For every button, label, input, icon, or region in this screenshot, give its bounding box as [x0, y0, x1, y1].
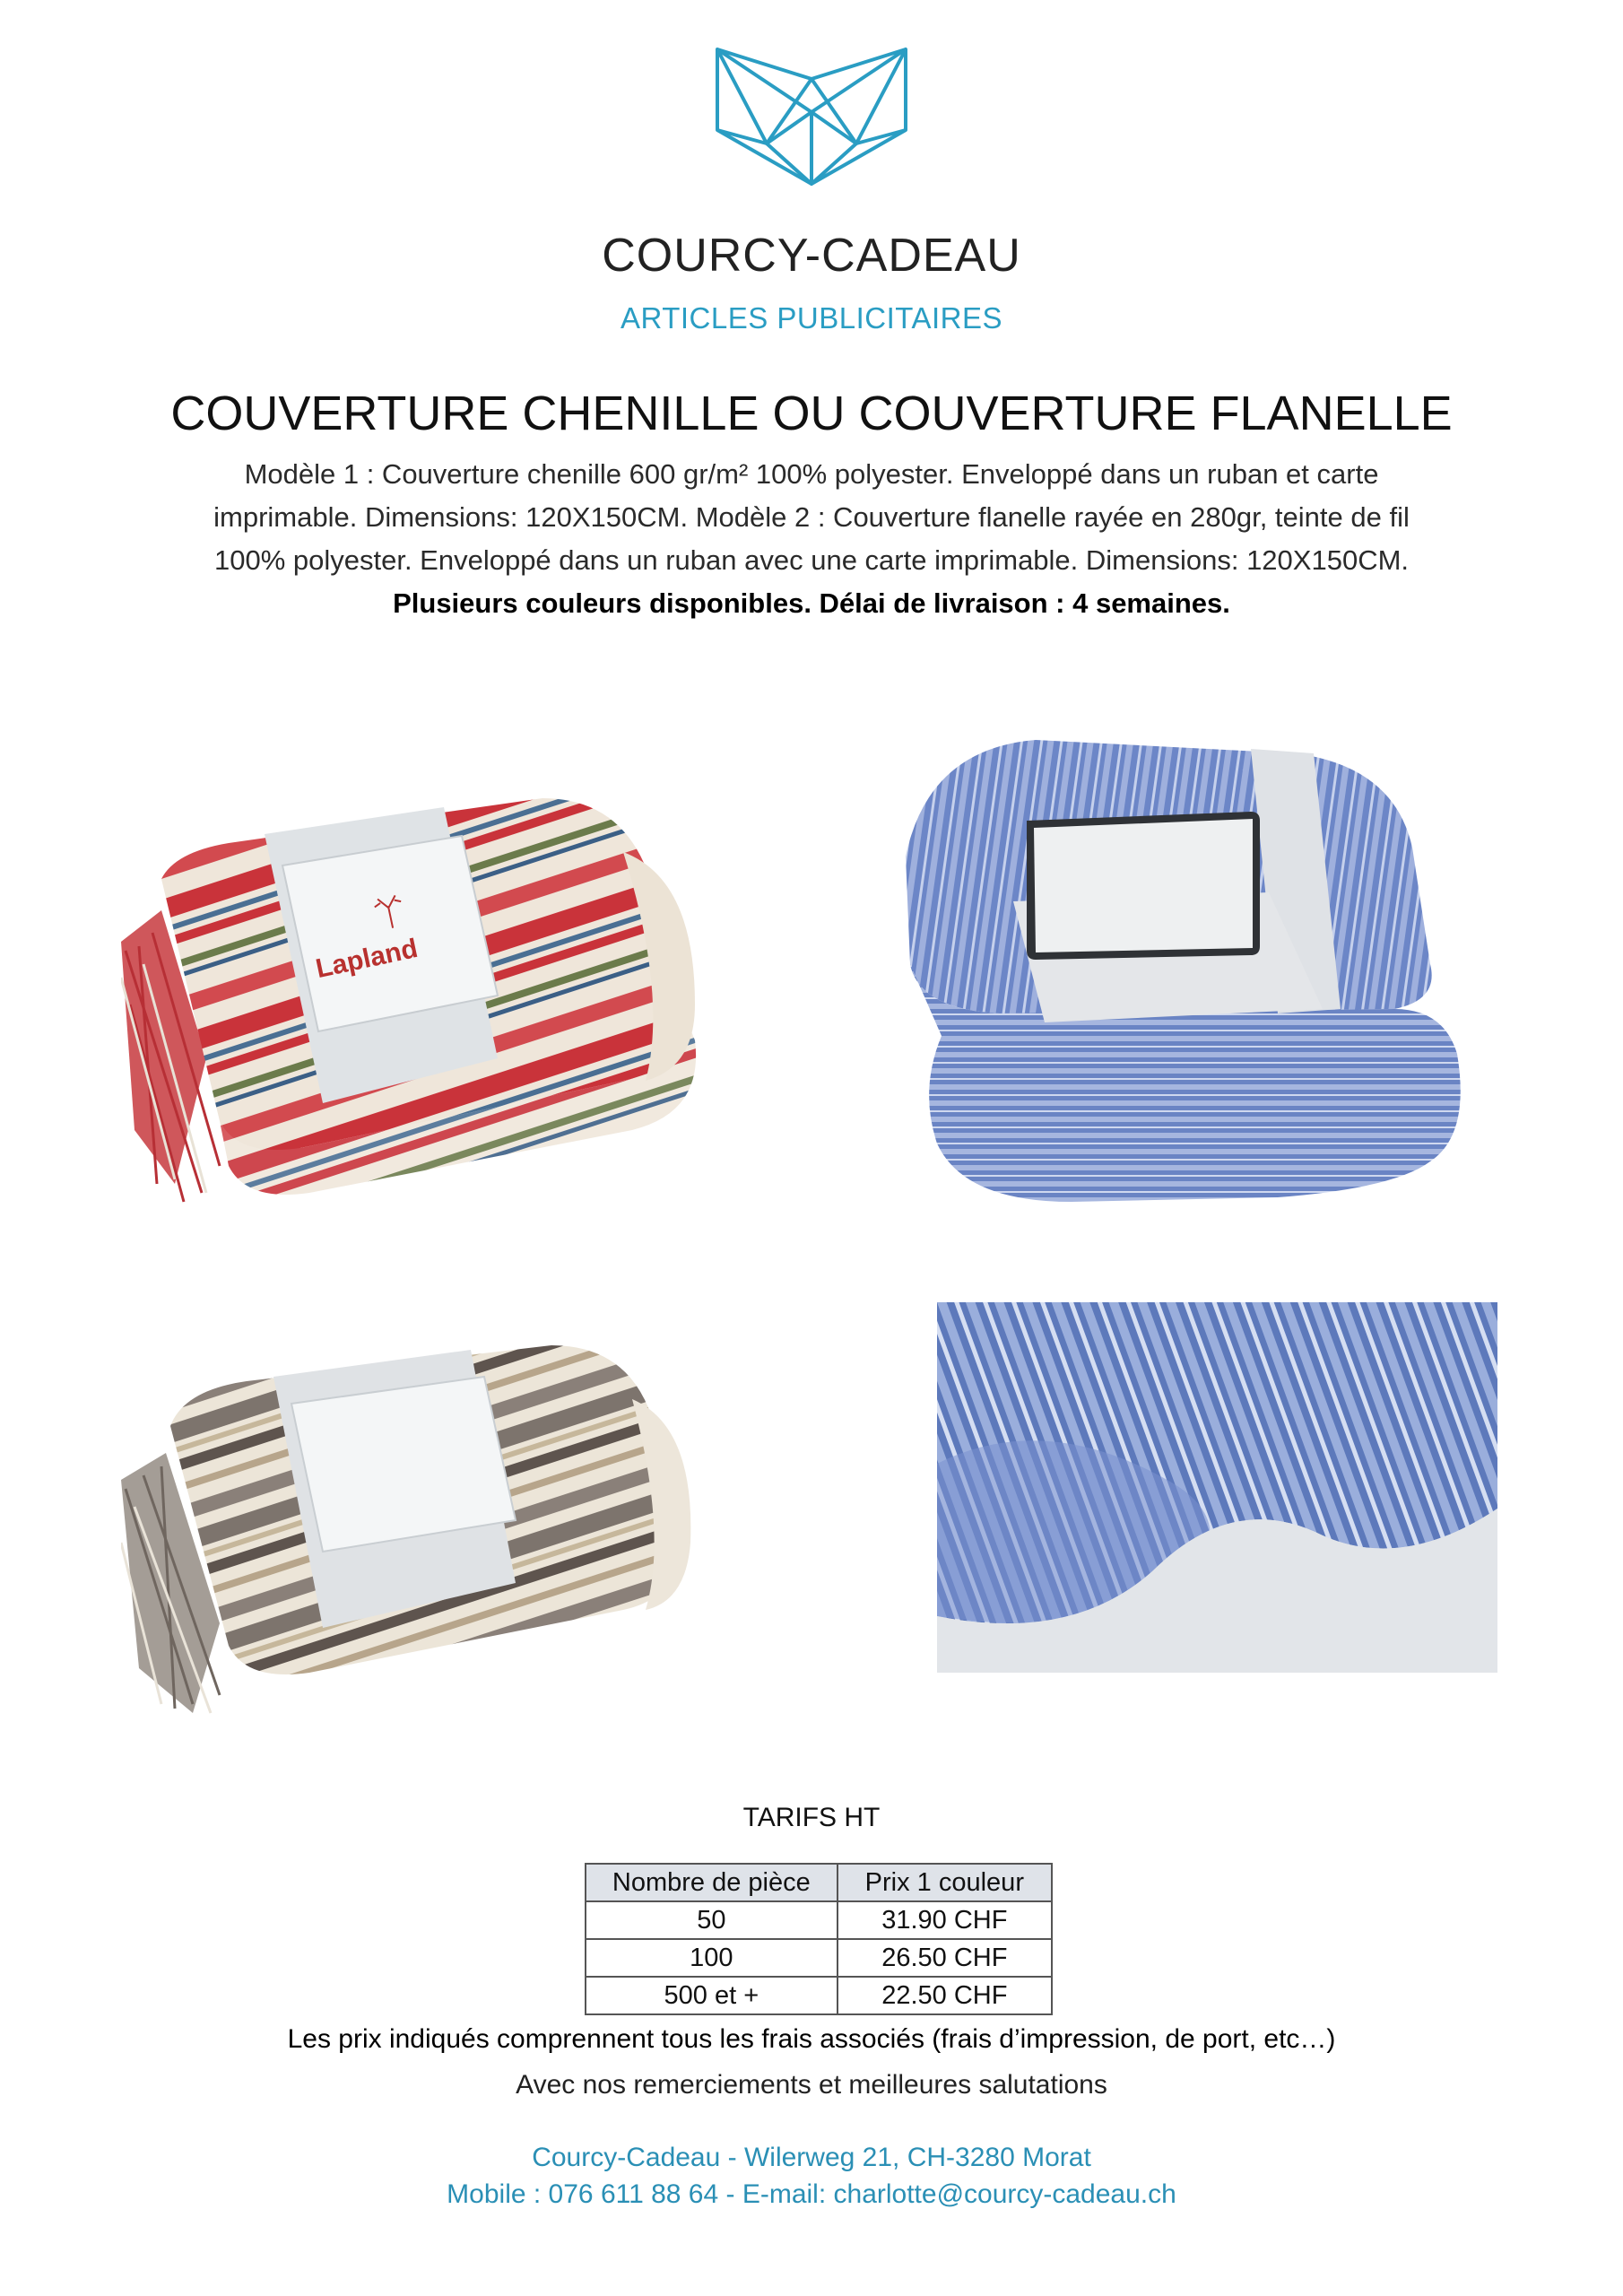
- table-row: [586, 1977, 1052, 2014]
- table-cell: 31.90 CHF: [838, 1901, 1052, 1939]
- description-text: Modèle 1 : Couverture chenille 600 gr/m² 100% polyester. Enveloppé dans un ruban et carte imprimable. Dimensions: 120X150CM. Modèle 2 : Couverture flanelle rayée en 280gr, teinte de fil 100% polyester. Enveloppé dans un ruban avec une carte imprimable. Dimensions: 120X150CM.: [213, 458, 1410, 576]
- table-cell: 500 et +: [586, 1977, 838, 2014]
- closing-thanks: Avec nos remerciements et meilleures salutations: [516, 2070, 1107, 2100]
- table-header: Prix 1 couleur: [838, 1864, 1052, 1901]
- description-highlight: Plusieurs couleurs disponibles. Délai de livraison : 4 semaines.: [393, 587, 1230, 619]
- table-row: [586, 1901, 1052, 1939]
- table-header-row: [586, 1864, 1052, 1901]
- table-cell: 26.50 CHF: [838, 1939, 1052, 1977]
- table-cell: 50: [586, 1901, 838, 1939]
- table-header: Nombre de pièce: [586, 1864, 838, 1901]
- table-cell: 100: [586, 1939, 838, 1977]
- photo-blue-flannel-closeup: [937, 1302, 1497, 1673]
- footer-address: Courcy-Cadeau - Wilerweg 21, CH-3280 Morat: [532, 2143, 1091, 2172]
- page-title: COUVERTURE CHENILLE OU COUVERTURE FLANELLE: [170, 387, 1453, 440]
- table-cell: 22.50 CHF: [838, 1977, 1052, 2014]
- pricing-note: Les prix indiqués comprennent tous les frais associés (frais d’impression, de port, etc…): [287, 2024, 1336, 2054]
- brand-name: COURCY-CADEAU: [602, 230, 1021, 282]
- photo-red-striped-blanket: [121, 771, 717, 1220]
- brand-logo-icon: [713, 45, 910, 188]
- price-table: [585, 1863, 1053, 2015]
- brand-tagline: ARTICLES PUBLICITAIRES: [620, 301, 1003, 335]
- photo-blue-flannel-blanket: [892, 713, 1471, 1215]
- card-brand-text: Lapland: [313, 933, 421, 985]
- photo-grey-striped-blanket: [121, 1327, 695, 1722]
- product-description: [175, 453, 1448, 625]
- footer-contact: Mobile : 076 611 88 64 - E-mail: charlotte@courcy-cadeau.ch: [447, 2179, 1176, 2209]
- pricing-title: TARIFS HT: [742, 1803, 881, 1832]
- table-row: [586, 1939, 1052, 1977]
